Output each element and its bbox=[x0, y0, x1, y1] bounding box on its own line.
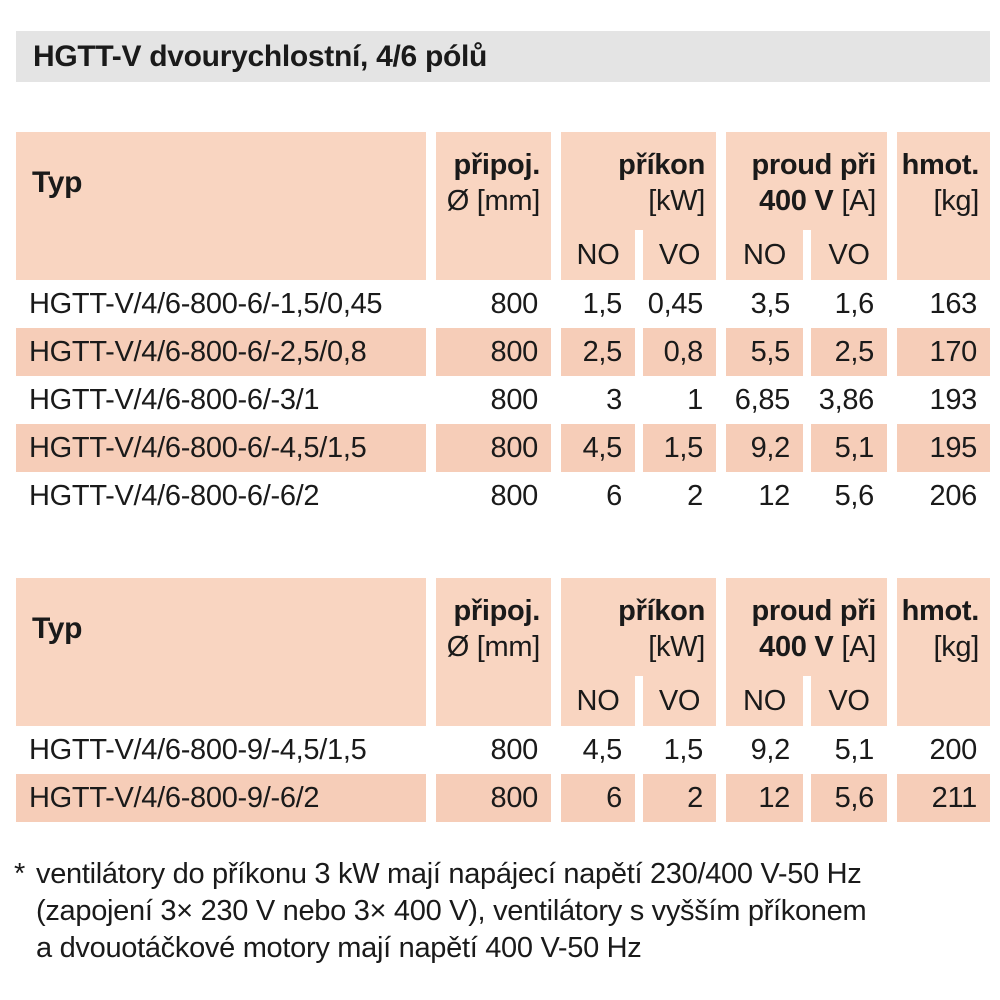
spec-table-800-9 bbox=[16, 578, 1000, 822]
col-header-prikon bbox=[561, 578, 716, 676]
table-body bbox=[16, 280, 1000, 520]
weight-cell: 206 bbox=[929, 479, 977, 512]
current-no-cell: 3,5 bbox=[750, 287, 790, 320]
diameter-cell: 800 bbox=[490, 733, 538, 766]
current-no-cell: 6,85 bbox=[734, 383, 790, 416]
power-vo-cell: 2 bbox=[687, 479, 703, 512]
power-vo-cell: 2 bbox=[643, 774, 716, 822]
subheader-proud-no: NO bbox=[726, 676, 803, 726]
current-vo-cell: 5,6 bbox=[811, 774, 887, 822]
table-header bbox=[16, 578, 1000, 726]
table-row bbox=[16, 280, 1000, 328]
current-no-cell: 12 bbox=[758, 479, 790, 512]
power-no-cell: 6 bbox=[561, 774, 635, 822]
power-no-cell: 3 bbox=[606, 383, 622, 416]
power-vo-cell: 0,8 bbox=[643, 328, 716, 376]
power-vo-cell: 1 bbox=[687, 383, 703, 416]
current-no-cell: 9,2 bbox=[726, 424, 803, 472]
col-header-pripoj bbox=[436, 132, 551, 280]
footnote bbox=[14, 856, 1000, 967]
current-vo-cell: 1,6 bbox=[834, 287, 874, 320]
col-header-hmot bbox=[897, 132, 990, 280]
type-name-cell: HGTT-V/4/6-800-9/-6/2 bbox=[16, 774, 426, 822]
table-body bbox=[16, 726, 1000, 822]
diameter-cell: 800 bbox=[436, 328, 551, 376]
current-vo-cell: 3,86 bbox=[818, 383, 874, 416]
current-no-cell: 5,5 bbox=[726, 328, 803, 376]
power-vo-cell: 1,5 bbox=[663, 733, 703, 766]
footnote-line: (zapojení 3× 230 V nebo 3× 400 V), ventilátory s vyšším příkonem bbox=[36, 895, 867, 927]
weight-cell: 195 bbox=[897, 424, 990, 472]
current-vo-cell: 5,6 bbox=[834, 479, 874, 512]
subheader-proud-no: NO bbox=[726, 230, 803, 280]
col-header-pripoj bbox=[436, 578, 551, 726]
subheader-proud-vo: VO bbox=[811, 230, 887, 280]
power-no-cell: 4,5 bbox=[561, 424, 635, 472]
current-vo-cell: 5,1 bbox=[834, 733, 874, 766]
proud-voltage: 400 V bbox=[759, 185, 834, 217]
subheader-prikon-vo: VO bbox=[643, 676, 716, 726]
section-title-bar bbox=[16, 31, 990, 82]
proud-label: proud při bbox=[751, 595, 876, 627]
type-name-cell: HGTT-V/4/6-800-6/-2,5/0,8 bbox=[16, 328, 426, 376]
diameter-cell: 800 bbox=[490, 479, 538, 512]
weight-cell: 163 bbox=[929, 287, 977, 320]
power-no-cell: 1,5 bbox=[582, 287, 622, 320]
diameter-cell: 800 bbox=[490, 287, 538, 320]
subheader-prikon-vo: VO bbox=[643, 230, 716, 280]
prikon-unit: [kW] bbox=[648, 185, 705, 217]
power-vo-cell: 1,5 bbox=[643, 424, 716, 472]
current-no-cell: 12 bbox=[726, 774, 803, 822]
col-header-proud bbox=[726, 578, 887, 676]
pripoj-label: připoj. bbox=[453, 149, 540, 181]
col-header-hmot bbox=[897, 578, 990, 726]
prikon-label: příkon bbox=[618, 595, 705, 627]
table-header bbox=[16, 132, 1000, 280]
diameter-cell: 800 bbox=[436, 774, 551, 822]
power-no-cell: 4,5 bbox=[582, 733, 622, 766]
weight-cell: 170 bbox=[897, 328, 990, 376]
hmot-label: hmot. bbox=[901, 149, 979, 181]
type-name-cell: HGTT-V/4/6-800-6/-6/2 bbox=[29, 479, 320, 512]
prikon-label: příkon bbox=[618, 149, 705, 181]
col-header-proud bbox=[726, 132, 887, 230]
table-row bbox=[16, 472, 1000, 520]
proud-voltage: 400 V bbox=[759, 631, 834, 663]
pripoj-label: připoj. bbox=[453, 595, 540, 627]
footnote-marker: * bbox=[14, 858, 25, 890]
col-header-typ: Typ bbox=[16, 132, 426, 280]
col-header-typ: Typ bbox=[16, 578, 426, 726]
current-no-cell: 9,2 bbox=[750, 733, 790, 766]
table-row bbox=[16, 376, 1000, 424]
footnote-text bbox=[36, 856, 866, 967]
subheader-prikon-no: NO bbox=[561, 230, 635, 280]
hmot-label: hmot. bbox=[901, 595, 979, 627]
power-vo-cell: 0,45 bbox=[647, 287, 703, 320]
pripoj-unit: Ø [mm] bbox=[446, 185, 540, 217]
weight-cell: 193 bbox=[929, 383, 977, 416]
power-no-cell: 2,5 bbox=[561, 328, 635, 376]
weight-cell: 211 bbox=[897, 774, 990, 822]
page-title: HGTT-V dvourychlostní, 4/6 pólů bbox=[33, 39, 488, 73]
prikon-unit: [kW] bbox=[648, 631, 705, 663]
spec-table-800-6 bbox=[16, 132, 1000, 520]
table-row bbox=[16, 424, 1000, 472]
proud-unit: [A] bbox=[841, 631, 876, 663]
subheader-proud-vo: VO bbox=[811, 676, 887, 726]
table-row bbox=[16, 726, 1000, 774]
current-vo-cell: 5,1 bbox=[811, 424, 887, 472]
power-no-cell: 6 bbox=[606, 479, 622, 512]
footnote-line: a dvouotáčkové motory mají napětí 400 V-50 Hz bbox=[36, 932, 642, 964]
current-vo-cell: 2,5 bbox=[811, 328, 887, 376]
proud-unit: [A] bbox=[841, 185, 876, 217]
type-name-cell: HGTT-V/4/6-800-6/-1,5/0,45 bbox=[29, 287, 383, 320]
col-header-prikon bbox=[561, 132, 716, 230]
catalog-page bbox=[0, 31, 1000, 1000]
table-row bbox=[16, 774, 1000, 822]
type-name-cell: HGTT-V/4/6-800-6/-3/1 bbox=[29, 383, 320, 416]
footnote-line: ventilátory do příkonu 3 kW mají napájecí napětí 230/400 V-50 Hz bbox=[36, 858, 862, 890]
diameter-cell: 800 bbox=[436, 424, 551, 472]
proud-label: proud při bbox=[751, 149, 876, 181]
hmot-unit: [kg] bbox=[933, 185, 979, 217]
pripoj-unit: Ø [mm] bbox=[446, 631, 540, 663]
weight-cell: 200 bbox=[929, 733, 977, 766]
hmot-unit: [kg] bbox=[933, 631, 979, 663]
type-name-cell: HGTT-V/4/6-800-9/-4,5/1,5 bbox=[29, 733, 367, 766]
table-row bbox=[16, 328, 1000, 376]
subheader-prikon-no: NO bbox=[561, 676, 635, 726]
type-name-cell: HGTT-V/4/6-800-6/-4,5/1,5 bbox=[16, 424, 426, 472]
diameter-cell: 800 bbox=[490, 383, 538, 416]
